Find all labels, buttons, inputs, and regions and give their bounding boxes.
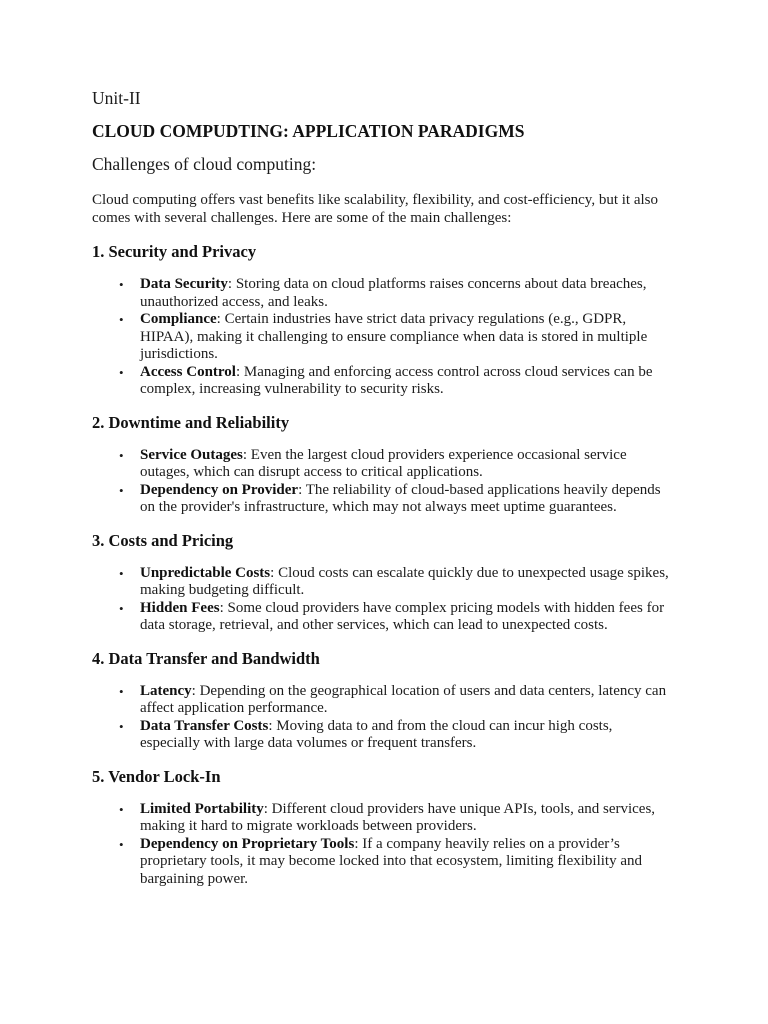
bullet-term: Access Control: [140, 363, 236, 380]
bullet-text: : If a company heavily relies on a provider’s proprietary tools, it may become locked into that ecosystem, limiting flexibility and bargaining power.: [140, 835, 642, 887]
list-item: [92, 801, 676, 836]
bullet-list: [92, 276, 676, 399]
list-item: [92, 683, 676, 718]
section-costs-and-pricing: [92, 531, 676, 635]
bullet-text: : Some cloud providers have complex pricing models with hidden fees for data storage, retrieval, and other services, which can lead to unexpected costs.: [140, 599, 665, 633]
list-item: [92, 836, 676, 889]
bullet-text: : Managing and enforcing access control across cloud services can be complex, increasing vulnerability to security risks.: [140, 363, 653, 397]
bullet-text: : Storing data on cloud platforms raises concerns about data breaches, unauthorized access, and leaks.: [140, 276, 647, 310]
list-item: [92, 311, 676, 364]
bullet-list: [92, 801, 676, 889]
bullet-term: Limited Portability: [140, 800, 264, 817]
bullet-term: Unpredictable Costs: [140, 564, 271, 581]
bullet-icon: •: [119, 836, 124, 852]
bullet-list: [92, 565, 676, 635]
intro-paragraph: Cloud computing offers vast benefits like scalability, flexibility, and cost-efficiency, but it also comes with several challenges. Here are some of the main challenges:: [92, 192, 658, 226]
bullet-icon: •: [119, 447, 124, 463]
section-downtime-and-reliability: [92, 413, 676, 517]
bullet-term: Latency: [140, 682, 192, 699]
bullet-icon: •: [119, 801, 124, 817]
bullet-text: : Moving data to and from the cloud can incur high costs, especially with large data volumes or frequent transfers.: [140, 717, 613, 751]
section-heading: 5. Vendor Lock-In: [92, 766, 221, 786]
bullet-text: : Depending on the geographical location of users and data centers, latency can affect application performance.: [140, 682, 667, 716]
section-heading: 4. Data Transfer and Bandwidth: [92, 648, 320, 668]
list-item: [92, 482, 676, 517]
list-item: [92, 276, 676, 311]
bullet-icon: •: [119, 718, 124, 734]
document-title: CLOUD COMPUDTING: APPLICATION PARADIGMS: [92, 121, 525, 141]
bullet-term: Dependency on Proprietary Tools: [140, 835, 355, 852]
unit-label: Unit-II: [92, 88, 141, 108]
list-item: [92, 600, 676, 635]
section-vendor-lock-in: [92, 767, 676, 889]
section-heading: 1. Security and Privacy: [92, 242, 257, 261]
list-item: [92, 447, 676, 482]
section-data-transfer-and-bandwidth: [92, 649, 676, 753]
list-item: [92, 364, 676, 399]
bullet-text: : Certain industries have strict data privacy regulations (e.g., GDPR, HIPAA), making it challenging to ensure compliance when data is stored in multiple jurisdictions.: [140, 311, 648, 362]
bullet-term: Service Outages: [140, 446, 243, 463]
bullet-list: [92, 447, 676, 517]
bullet-text: : Even the largest cloud providers experience occasional service outages, which can disrupt access to critical applications.: [140, 446, 627, 480]
bullet-icon: •: [119, 364, 124, 380]
bullet-icon: •: [119, 312, 124, 327]
bullet-term: Hidden Fees: [140, 599, 220, 616]
bullet-term: Compliance: [140, 311, 217, 327]
bullet-list: [92, 683, 676, 753]
section-heading: 3. Costs and Pricing: [92, 530, 234, 550]
bullet-text: : The reliability of cloud-based applications heavily depends on the provider's infrastructure, which may not always meet uptime guarantees.: [140, 481, 661, 515]
bullet-term: Data Security: [140, 276, 228, 292]
document-subtitle: Challenges of cloud computing:: [92, 154, 317, 174]
bullet-icon: •: [119, 277, 124, 292]
list-item: [92, 565, 676, 600]
bullet-term: Dependency on Provider: [140, 481, 299, 498]
section-heading: 2. Downtime and Reliability: [92, 412, 290, 432]
bullet-icon: •: [119, 600, 124, 616]
bullet-icon: •: [119, 683, 124, 699]
bullet-icon: •: [119, 482, 124, 498]
bullet-text: : Cloud costs can escalate quickly due to unexpected usage spikes, making budgeting difficult.: [140, 564, 669, 598]
section-security-and-privacy: [92, 242, 676, 399]
list-item: [92, 718, 676, 753]
bullet-icon: •: [119, 565, 124, 581]
bullet-text: : Different cloud providers have unique APIs, tools, and services, making it hard to migrate workloads between providers.: [140, 800, 656, 834]
bullet-term: Data Transfer Costs: [140, 717, 269, 734]
